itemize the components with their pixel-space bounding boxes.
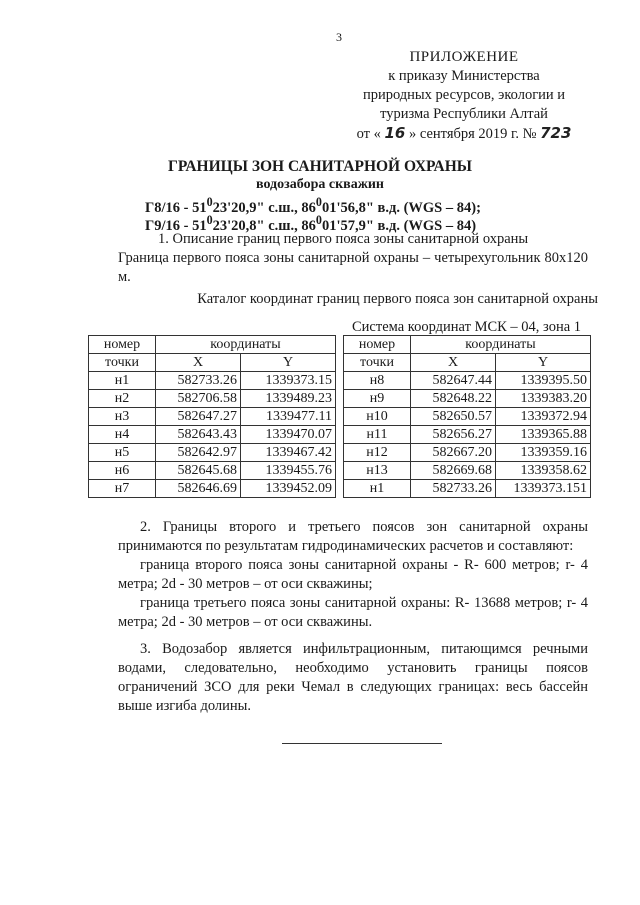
table-row [89,372,336,390]
point-cell: н12 [344,444,411,462]
table-row [89,426,336,444]
y-cell: 1339467.42 [241,444,336,462]
header-number: номер [89,336,156,354]
table-row [89,390,336,408]
coordinates-table-left [88,335,336,498]
y-cell: 1339383.20 [496,390,591,408]
x-cell: 582669.68 [411,462,496,480]
y-cell: 1339395.50 [496,372,591,390]
y-cell: 1339373.15 [241,372,336,390]
header-point: точки [344,354,411,372]
y-cell: 1339452.09 [241,480,336,498]
point-cell: н5 [89,444,156,462]
appendix-line-1: к приказу Министерства [388,68,540,84]
x-cell: 582656.27 [411,426,496,444]
section3 [118,640,588,716]
section2 [118,518,588,632]
header-x: X [156,354,241,372]
y-cell: 1339477.11 [241,408,336,426]
point-cell: н6 [89,462,156,480]
header-x: X [411,354,496,372]
header-y: Y [241,354,336,372]
catalog-title: Каталог координат границ первого пояса зон санитарной охраны [197,291,598,307]
point-cell: н7 [89,480,156,498]
coordinate-system: Система координат МСК – 04, зона 1 [352,319,582,335]
appendix-line-2: природных ресурсов, экологии и [362,87,566,103]
y-cell: 1339365.88 [496,426,591,444]
table-row [89,444,336,462]
table-row [344,444,591,462]
section2-intro: 2. Границы второго и третьего поясов зон санитарной охраны принимаются по результатам гидродинамических расчетов и составляют: [118,519,588,554]
y-cell: 1339358.62 [496,462,591,480]
table-header-row [344,354,591,372]
table-row [89,408,336,426]
table-row [344,480,591,498]
x-cell: 582733.26 [411,480,496,498]
y-cell: 1339372.94 [496,408,591,426]
appendix-block [344,48,584,144]
date-prefix: от « [356,126,381,142]
signature-line [282,743,442,744]
x-cell: 582642.97 [156,444,241,462]
point-cell: н10 [344,408,411,426]
y-cell: 1339373.151 [496,480,591,498]
y-cell: 1339359.16 [496,444,591,462]
table-row [89,462,336,480]
table-header-row [89,336,336,354]
table-row [344,426,591,444]
well-coordinates-2: $Г9/16 - 51^023'20,8$" с.ш., $86^001'57,9$" в.д. (WGS – 84) [145,213,477,234]
y-cell: 1339489.23 [241,390,336,408]
x-cell: 582733.26 [156,372,241,390]
section3-text: 3. Водозабор является инфильтрационным, питающимся речными водами, следовательно, необходимо установить границы поясов ограничений ЗСО для реки Чемал в следующих границах: весь бассейн выше изгиба долины. [118,641,588,714]
point-cell: н1 [89,372,156,390]
x-cell: 582647.27 [156,408,241,426]
table-row [344,408,591,426]
point-cell: н11 [344,426,411,444]
order-number-handwritten: 723 [540,124,572,142]
appendix-heading: ПРИЛОЖЕНИЕ [409,49,519,65]
page-number: 3 [336,30,342,44]
table-row [344,390,591,408]
section1-heading: 1. Описание границ первого пояса зоны санитарной охраны [158,231,529,247]
x-cell: 582645.68 [156,462,241,480]
x-cell: 582647.44 [411,372,496,390]
point-cell: н2 [89,390,156,408]
y-cell: 1339455.76 [241,462,336,480]
appendix-date [344,124,584,144]
table-row [344,372,591,390]
header-y: Y [496,354,591,372]
date-day-handwritten: 16 [384,124,406,142]
point-cell: н9 [344,390,411,408]
y-cell: 1339470.07 [241,426,336,444]
x-cell: 582646.69 [156,480,241,498]
section2-third-belt: граница третьего пояса зоны санитарной охраны: R- 13688 метров; r- 4 метра; 2d - 30 метров – от оси скважины. [118,595,588,630]
document-title: ГРАНИЦЫ ЗОН САНИТАРНОЙ ОХРАНЫ [168,158,472,175]
point-cell: н1 [344,480,411,498]
table-row [89,480,336,498]
well-coordinates-1: $Г8/16 - 51^023'20,9$" с.ш., $86^001'56,8$" в.д. (WGS – 84); [145,195,481,216]
point-cell: н4 [89,426,156,444]
point-cell: н3 [89,408,156,426]
x-cell: 582643.43 [156,426,241,444]
table-row [344,462,591,480]
header-number: номер [344,336,411,354]
table-header-row [344,336,591,354]
point-cell: н8 [344,372,411,390]
header-point: точки [89,354,156,372]
table-header-row [89,354,336,372]
x-cell: 582667.20 [411,444,496,462]
section1-text: Граница первого пояса зоны санитарной охраны – четырехугольник 80х120 м. [118,250,588,285]
x-cell: 582648.22 [411,390,496,408]
date-mid: » сентября 2019 г. № [409,126,537,142]
x-cell: 582650.57 [411,408,496,426]
point-cell: н13 [344,462,411,480]
header-coords: координаты [156,336,336,354]
coordinates-table-right [343,335,591,498]
x-cell: 582706.58 [156,390,241,408]
appendix-line-3: туризма Республики Алтай [380,106,548,122]
section2-second-belt: граница второго пояса зоны санитарной охраны - R- 600 метров; r- 4 метра; 2d - 30 метров – от оси скважины; [118,557,588,592]
document-subtitle: водозабора скважин [256,177,384,192]
header-coords: координаты [411,336,591,354]
